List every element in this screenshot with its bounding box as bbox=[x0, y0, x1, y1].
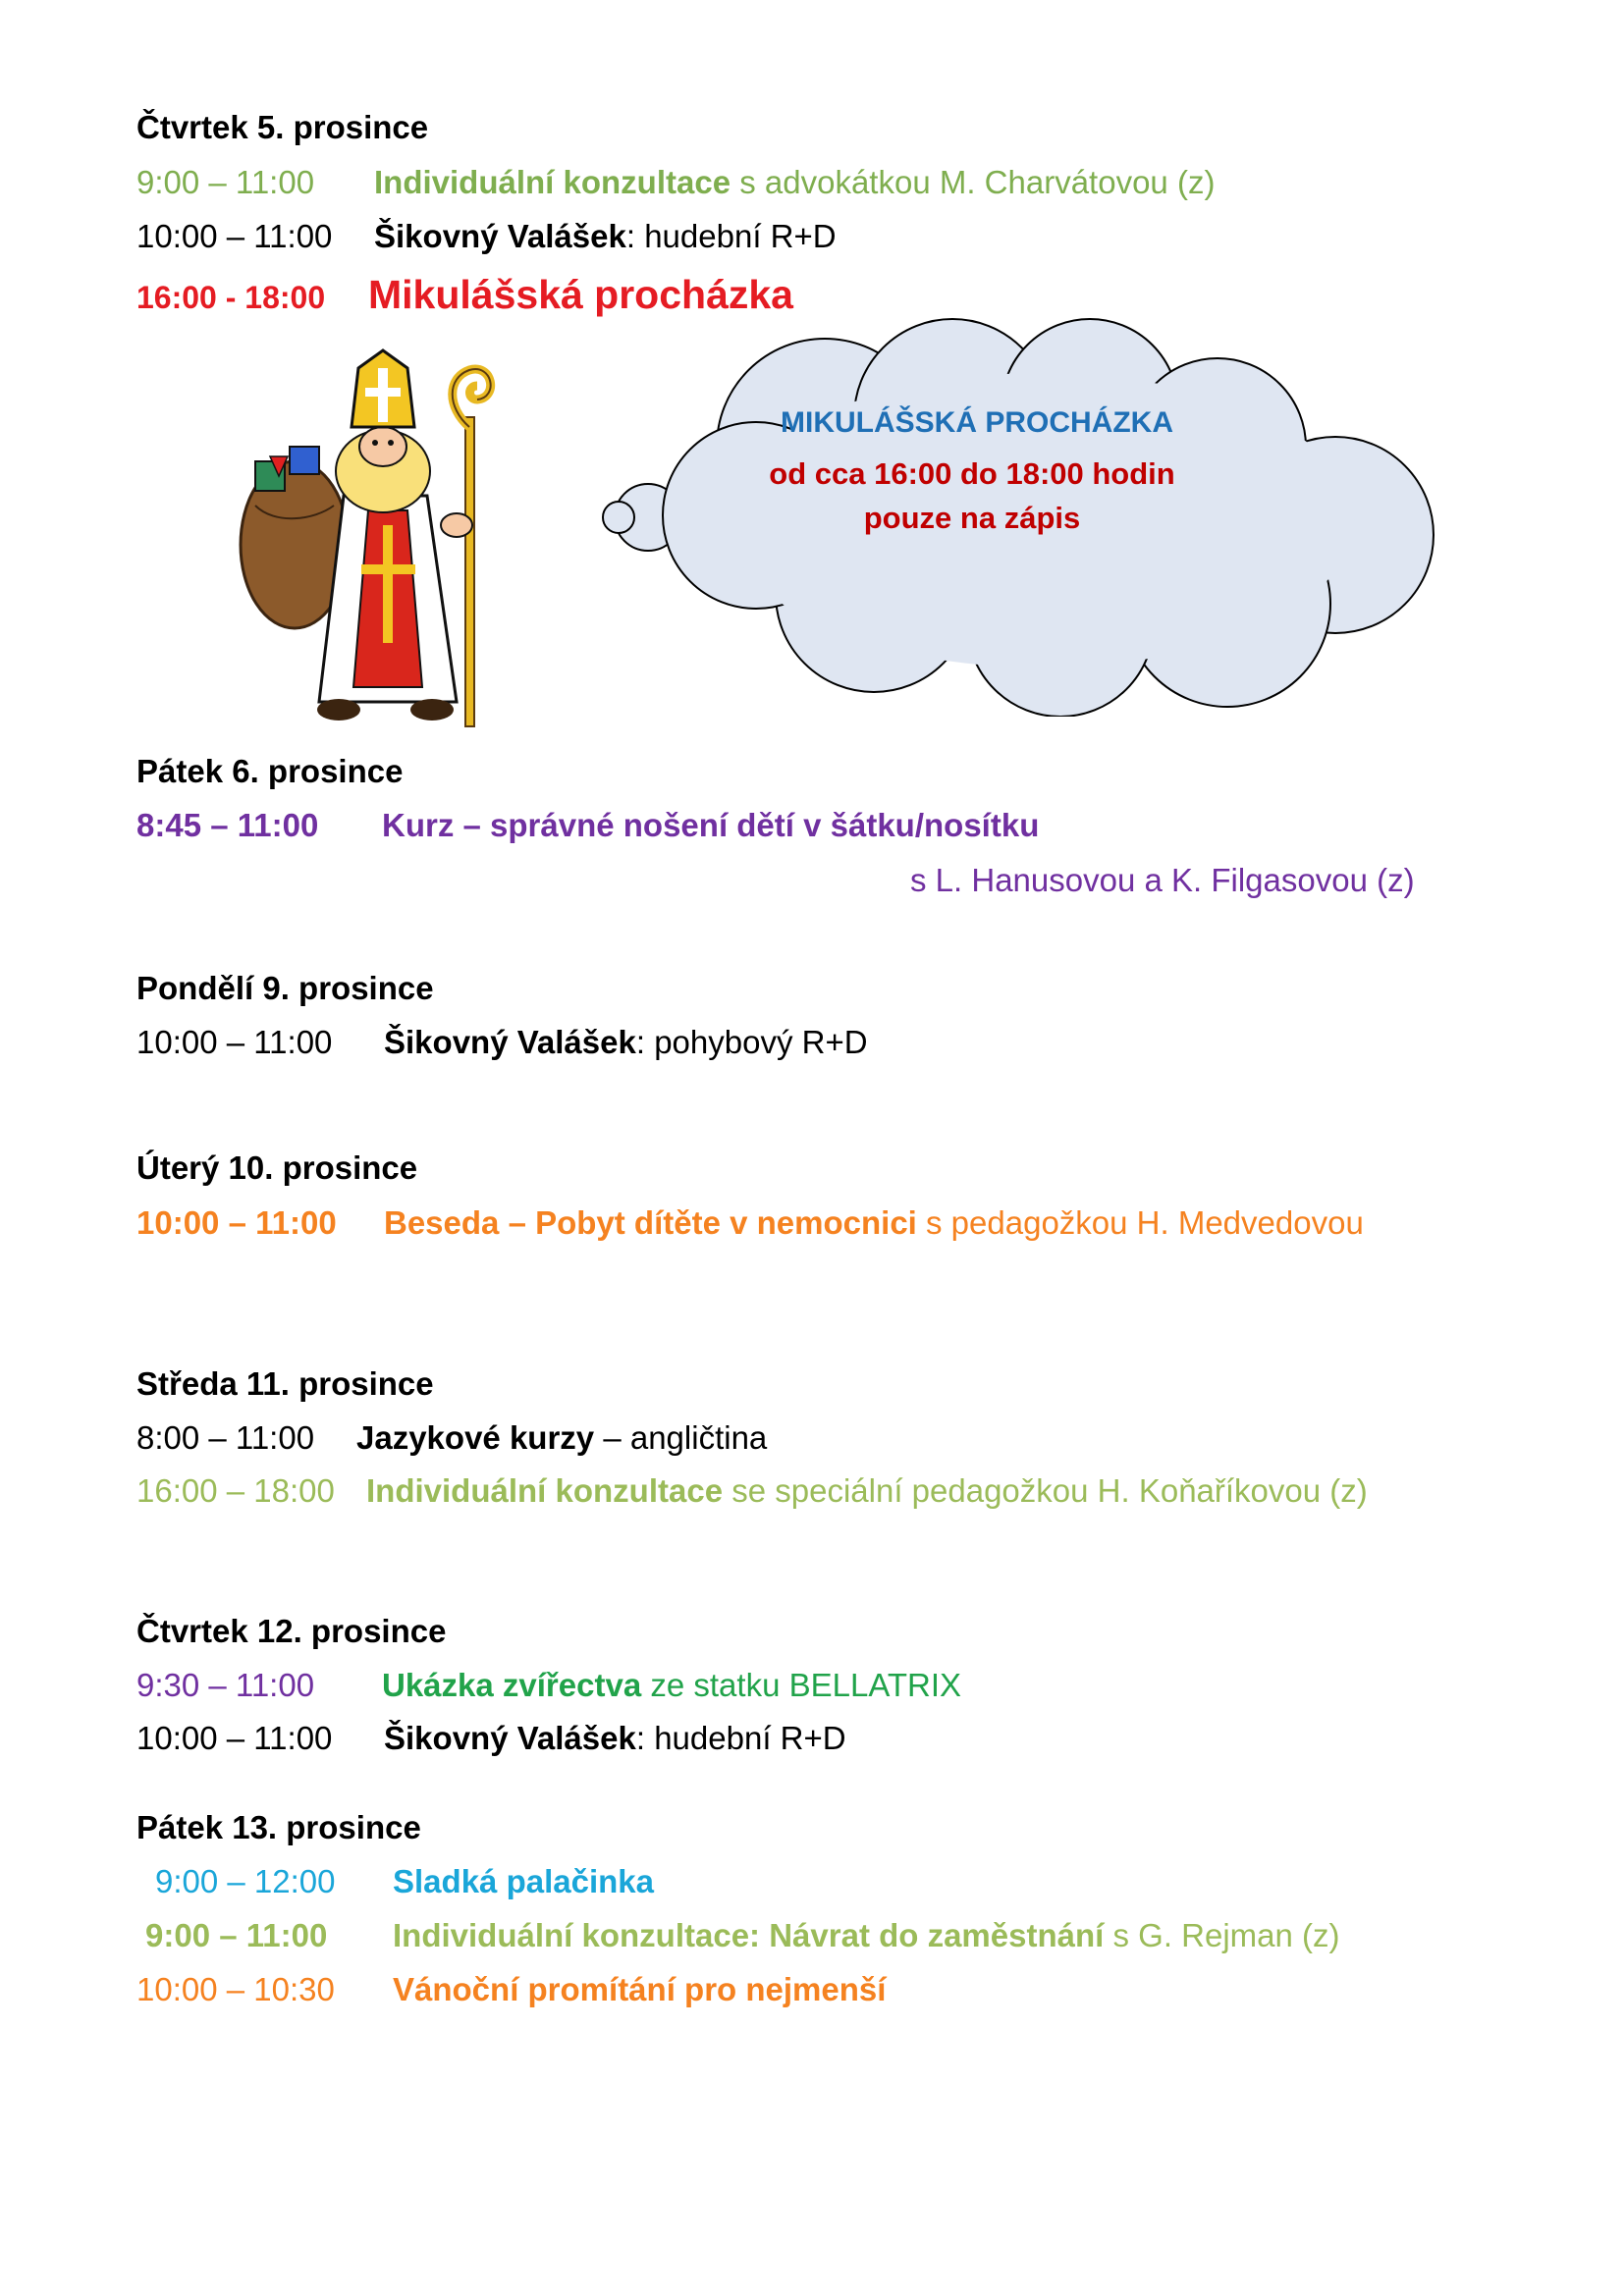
event-row bbox=[136, 1418, 767, 1458]
event-row bbox=[136, 163, 1215, 202]
event-title: Šikovný Valášek bbox=[384, 1720, 636, 1756]
event-time: 9:30 – 11:00 bbox=[136, 1667, 315, 1703]
day-heading-wed-11: Středa 11. prosince bbox=[136, 1365, 434, 1402]
event-row bbox=[136, 217, 837, 256]
event-time: 10:00 – 11:00 bbox=[136, 1720, 333, 1756]
event-time: 9:00 – 11:00 bbox=[145, 1917, 328, 1953]
event-detail: s advokátkou M. Charvátovou (z) bbox=[731, 164, 1216, 200]
day-heading-fri-6: Pátek 6. prosince bbox=[136, 753, 404, 789]
event-detail: : hudební R+D bbox=[625, 218, 837, 254]
event-row bbox=[136, 1666, 961, 1705]
event-detail: s L. Hanusovou a K. Filgasovou (z) bbox=[910, 862, 1415, 898]
event-detail: ze statku BELLATRIX bbox=[641, 1667, 962, 1703]
event-time: 8:00 – 11:00 bbox=[136, 1419, 315, 1456]
day-heading-mon-9: Pondělí 9. prosince bbox=[136, 970, 434, 1006]
cloud-title: MIKULÁŠSKÁ PROCHÁZKA bbox=[781, 406, 1173, 439]
event-time: 10:00 – 11:00 bbox=[136, 1024, 333, 1060]
event-title: Jazykové kurzy bbox=[356, 1419, 595, 1456]
event-time: 10:00 – 10:30 bbox=[136, 1971, 335, 2007]
event-time: 16:00 – 18:00 bbox=[136, 1472, 335, 1509]
event-title: Ukázka zvířectva bbox=[382, 1667, 642, 1703]
event-detail: s G. Rejman (z) bbox=[1104, 1917, 1340, 1953]
event-title: Vánoční promítání pro nejmenší bbox=[393, 1971, 887, 2007]
event-detail: s pedagožkou H. Medvedovou bbox=[916, 1204, 1364, 1241]
event-row bbox=[136, 1023, 868, 1062]
event-title: Individuální konzultace: Návrat do zaměstnání bbox=[393, 1917, 1105, 1953]
cloud-note: pouze na zápis bbox=[863, 501, 1081, 535]
event-detail: se speciální pedagožkou H. Koňaříkovou (z) bbox=[723, 1472, 1368, 1509]
day-heading-fri-13: Pátek 13. prosince bbox=[136, 1809, 421, 1845]
day-heading-tue-10: Úterý 10. prosince bbox=[136, 1149, 418, 1186]
event-time: 10:00 – 11:00 bbox=[136, 218, 333, 254]
event-title: Beseda – Pobyt dítěte v nemocnici bbox=[384, 1204, 917, 1241]
event-title: Mikulášská procházka bbox=[368, 272, 793, 317]
day-heading-thu-12: Čtvrtek 12. prosince bbox=[136, 1613, 447, 1649]
event-title: Kurz – správné nošení dětí v šátku/nosítku bbox=[382, 807, 1040, 843]
event-detail: – angličtina bbox=[594, 1419, 768, 1456]
event-time: 9:00 – 11:00 bbox=[136, 164, 315, 200]
event-row bbox=[136, 1471, 1368, 1511]
event-title: Šikovný Valášek bbox=[374, 218, 626, 254]
event-time: 10:00 – 11:00 bbox=[136, 1204, 337, 1241]
day-heading-thu-5: Čtvrtek 5. prosince bbox=[136, 109, 429, 145]
event-title: Sladká palačinka bbox=[393, 1863, 654, 1899]
event-time: 9:00 – 12:00 bbox=[155, 1863, 336, 1899]
event-title: Individuální konzultace bbox=[374, 164, 731, 200]
event-row bbox=[136, 1719, 846, 1758]
event-time: 16:00 - 18:00 bbox=[136, 280, 326, 315]
event-row bbox=[136, 1203, 1364, 1243]
cloud-time: od cca 16:00 do 18:00 hodin bbox=[769, 456, 1175, 491]
event-row bbox=[136, 806, 1039, 845]
saint-nicholas-illustration bbox=[236, 348, 501, 736]
event-title: Šikovný Valášek bbox=[384, 1024, 636, 1060]
event-time: 8:45 – 11:00 bbox=[136, 807, 319, 843]
event-row bbox=[136, 1970, 886, 2009]
event-detail: : hudební R+D bbox=[635, 1720, 846, 1756]
event-row bbox=[155, 1862, 654, 1901]
event-detail: : pohybový R+D bbox=[635, 1024, 868, 1060]
event-row bbox=[145, 1916, 1340, 1955]
event-title: Individuální konzultace bbox=[366, 1472, 724, 1509]
